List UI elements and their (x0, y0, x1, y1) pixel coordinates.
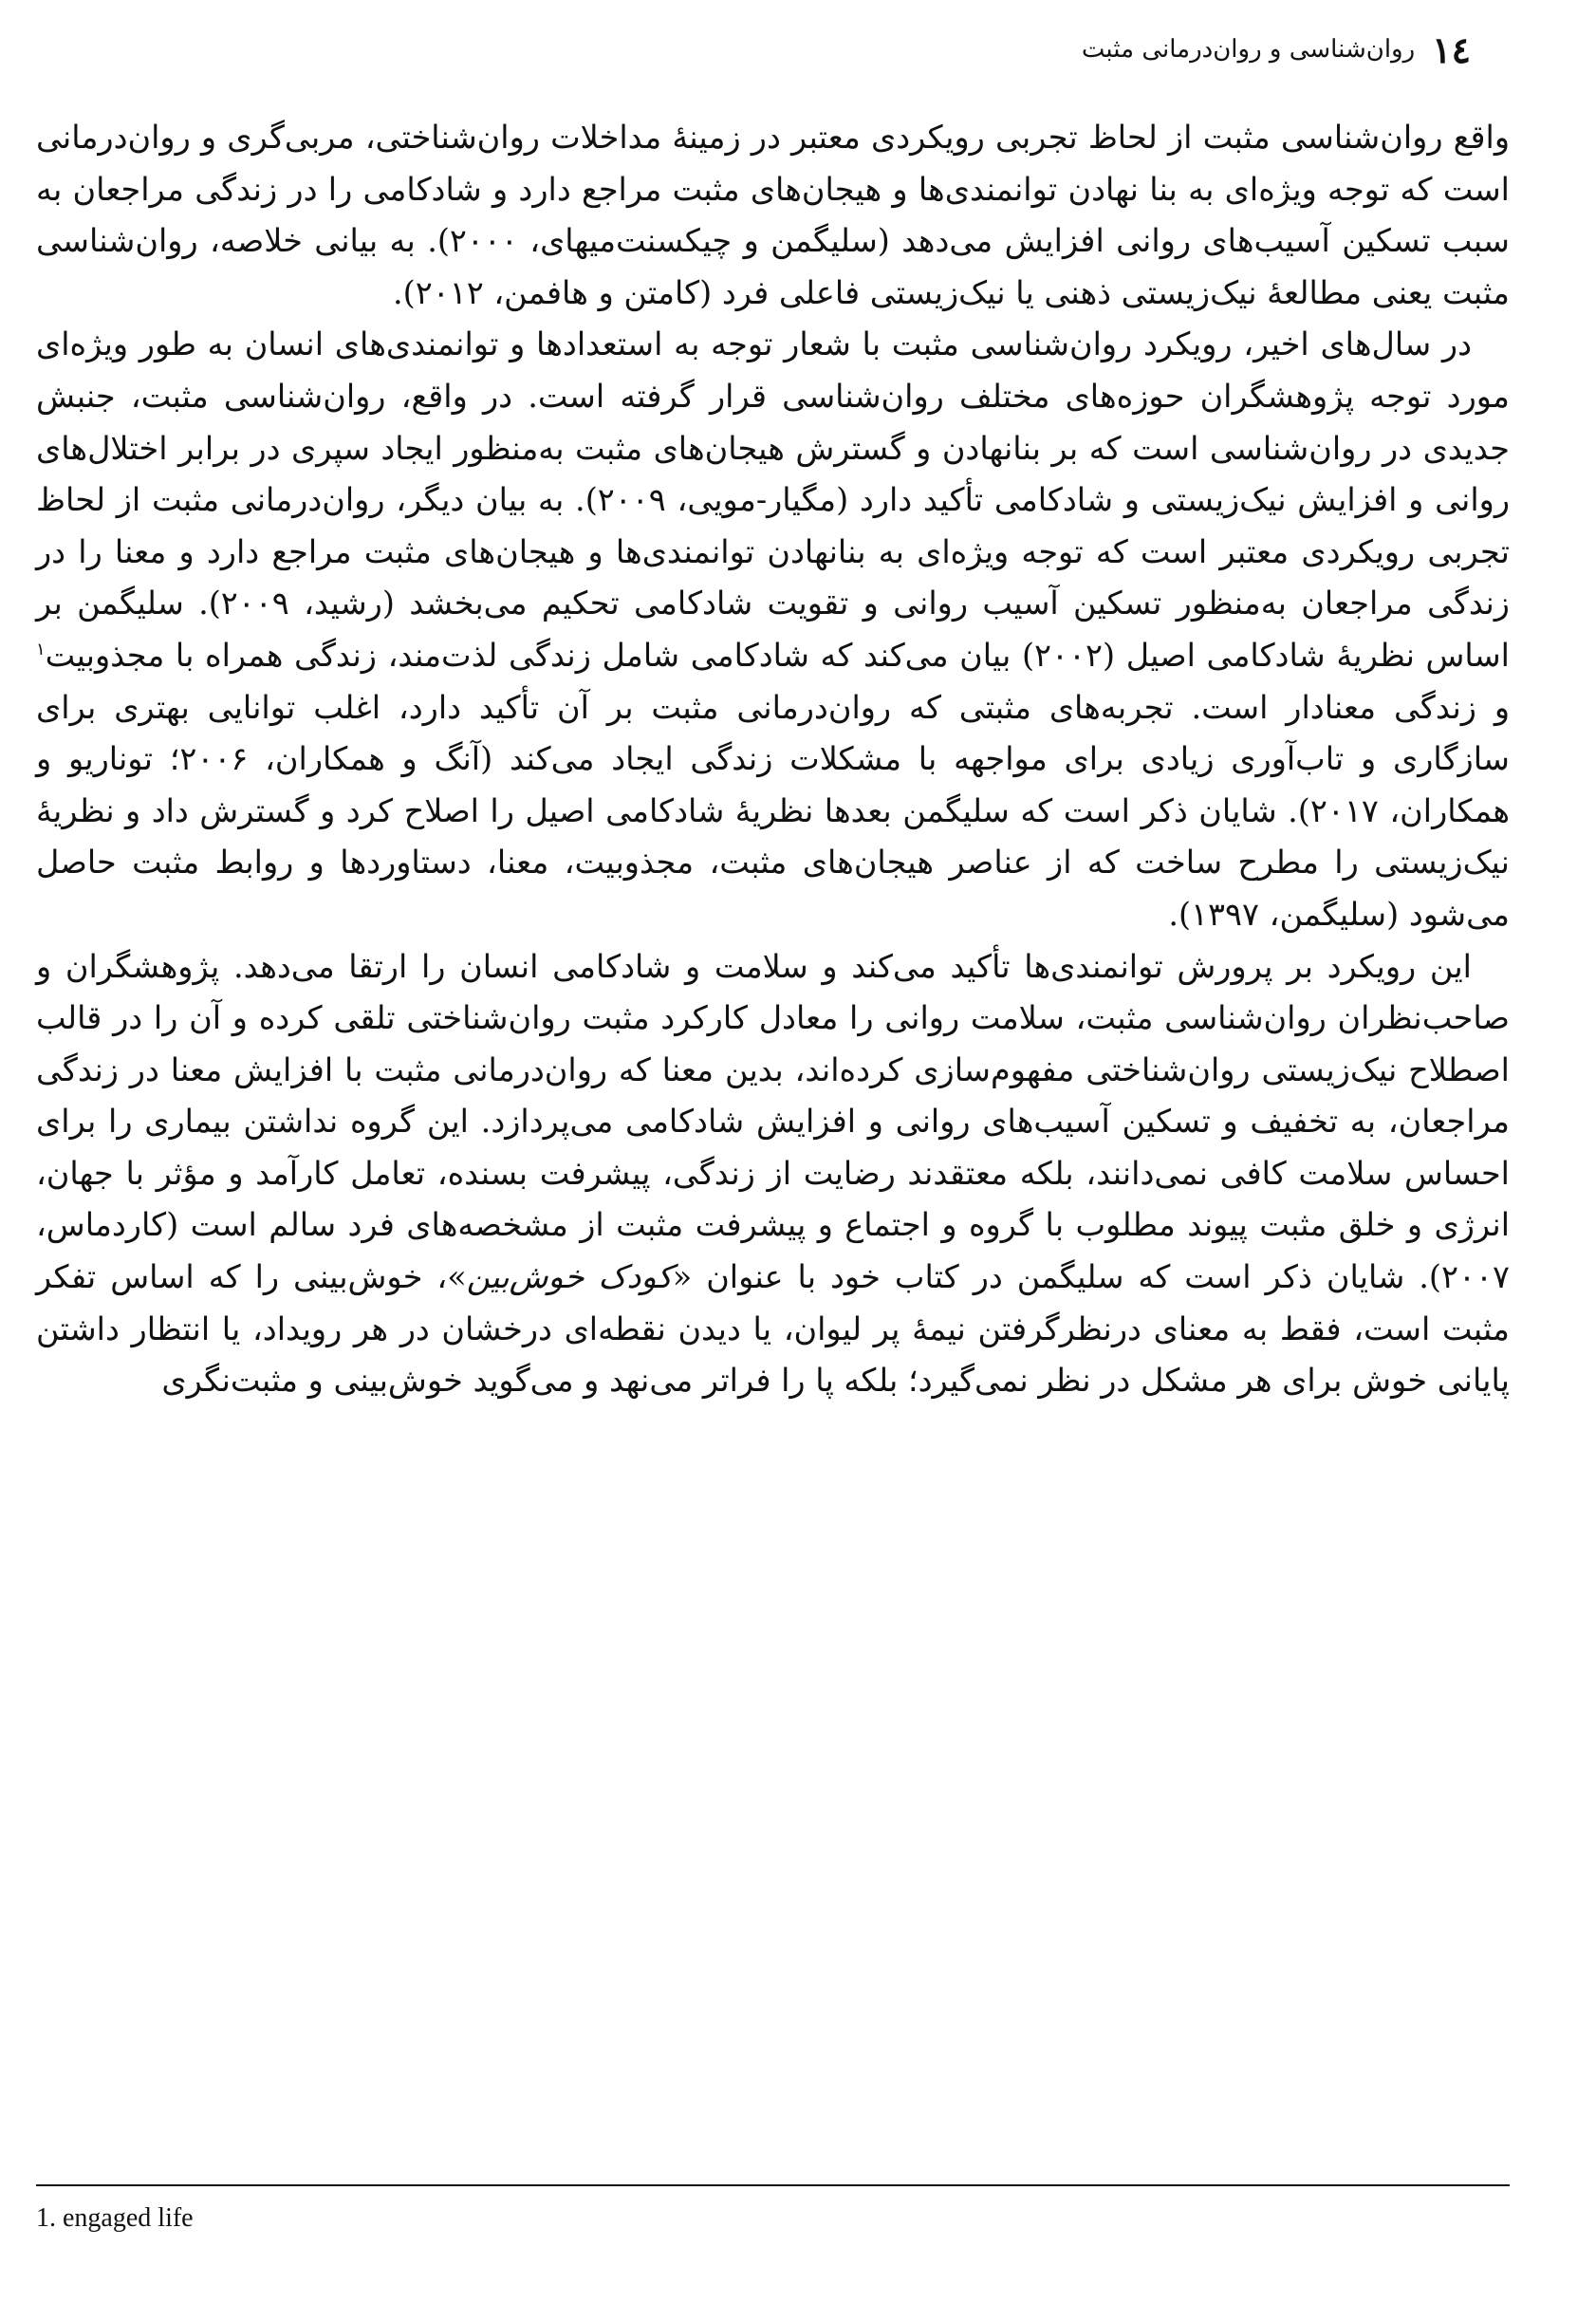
page-number: ۱٤ (1432, 28, 1471, 71)
paragraph-3-text-a: این رویکرد بر پرورش توانمندی‌ها تأکید می‌کند و سلامت و شادکامی انسان را ارتقا می‌دهد. پژوهشگران و صاحب‌نظران روان‌شناسی مثبت، سلامت روانی را معادل کارکرد مثبت روان‌شناختی تلقی کرده و آن را در قالب اصطلاح نیک‌زیستی روان‌شناختی مفهوم‌سازی کرده‌اند، بدین معنا که روان‌درمانی مثبت با افزایش معنا در زندگی مراجعان، به تخفیف و تسکین آسیب‌های روانی و افزایش شادکامی می‌پردازد. این گروه نداشتن بیماری را برای احساس سلامت کافی نمی‌دانند، بلکه معتقدند رضایت از زندگی، پیشرفت بسنده، تعامل کارآمد و مؤثر با جهان، انرژی و خلق مثبت پیوند مطلوب با گروه و اجتماع و پیشرفت مثبت از مشخصه‌های فرد سالم است (کاردماس، ۲۰۰۷). شایان ذکر است که سلیگمن در کتاب خود با عنوان « (36, 947, 1510, 1296)
running-title: روان‌شناسی و روان‌درمانی مثبت (1081, 35, 1416, 64)
footnote-marker: ۱ (36, 639, 46, 659)
paragraph-2-text-b: و زندگی معنادار است. تجربه‌های مثبتی که روان‌درمانی مثبت بر آن تأکید دارد، اغلب توانایی بهتری برای سازگاری و تاب‌آوری زیادی برای مواجهه با مشکلات زندگی ایجاد می‌کند (آنگ و همکاران، ۲۰۰۶؛ توناریو و همکاران، ۲۰۱۷). شایان ذکر است که سلیگمن بعدها نظریهٔ شادکامی اصیل را اصلاح کرد و گسترش داد و نظریهٔ نیک‌زیستی را مطرح ساخت که از عناصر هیجان‌های مثبت، مجذوبیت، معنا، دستاوردها و روابط مثبت حاصل می‌شود (سلیگمن، ۱۳۹۷). (36, 688, 1510, 933)
running-header (1044, 21, 1471, 78)
paragraph-2-text-a: در سال‌های اخیر، رویکرد روان‌شناسی مثبت با شعار توجه به استعدادها و توانمندی‌های انسان به طور ویژه‌ای مورد توجه پژوهشگران حوزه‌های مختلف روان‌شناسی قرار گرفته است. در واقع، روان‌شناسی مثبت، جنبش جدیدی در روان‌شناسی است که بر بنانهادن و گسترش هیجان‌های مثبت به‌منظور ایجاد سپری در برابر اختلال‌های روانی و افزایش نیک‌زیستی و شادکامی تأکید دارد (مگیار-مویی، ۲۰۰۹). به بیان دیگر، روان‌درمانی مثبت از لحاظ تجربی رویکردی معتبر است که توجه ویژه‌ای به بنانهادن توانمندی‌ها و هیجان‌های مثبت مراجع دارد و معنا را در زندگی مراجعان به‌منظور تسکین آسیب روانی و تقویت شادکامی تحکیم می‌بخشد (رشید، ۲۰۰۹). سلیگمن بر اساس نظریهٔ شادکامی اصیل (۲۰۰۲) بیان می‌کند که شادکامی شامل زندگی لذت‌مند، زندگی همراه با مجذوبیت (36, 325, 1510, 674)
body-text (36, 112, 1510, 1407)
book-title: کودک خوش‌بین (466, 1258, 673, 1296)
paragraph-3 (36, 941, 1510, 1407)
paragraph-2 (36, 319, 1510, 940)
footnote: 1. engaged life (36, 2203, 194, 2233)
paragraph-1-text: واقع روان‌شناسی مثبت از لحاظ تجربی رویکردی معتبر در زمینهٔ مداخلات روان‌شناختی، مربی‌گری و روان‌درمانی است که توجه ویژه‌ای به بنا نهادن توانمندی‌ها و هیجان‌های مثبت مراجع دارد و شادکامی را در زندگی مراجعان به سبب تسکین آسیب‌های روانی افزایش می‌دهد (سلیگمن و چیکسنت‌میهای، ۲۰۰۰). به بیانی خلاصه، روان‌شناسی مثبت یعنی مطالعهٔ نیک‌زیستی ذهنی یا نیک‌زیستی فاعلی فرد (کامتن و هافمن، ۲۰۱۲). (36, 119, 1510, 311)
paragraph-1 (36, 112, 1510, 319)
paragraph-3-text-b: »، خوش‌بینی را که اساس تفکر مثبت است، فقط به معنای درنظرگرفتن نیمهٔ پر لیوان، یا دیدن نقطه‌ای درخشان در هر رویداد، یا انتظار داشتن پایانی خوش برای هر مشکل در نظر نمی‌گیرد؛ بلکه پا را فراتر می‌نهد و می‌گوید خوش‌بینی و مثبت‌نگری (36, 1258, 1510, 1400)
footnote-divider (36, 2184, 1510, 2186)
